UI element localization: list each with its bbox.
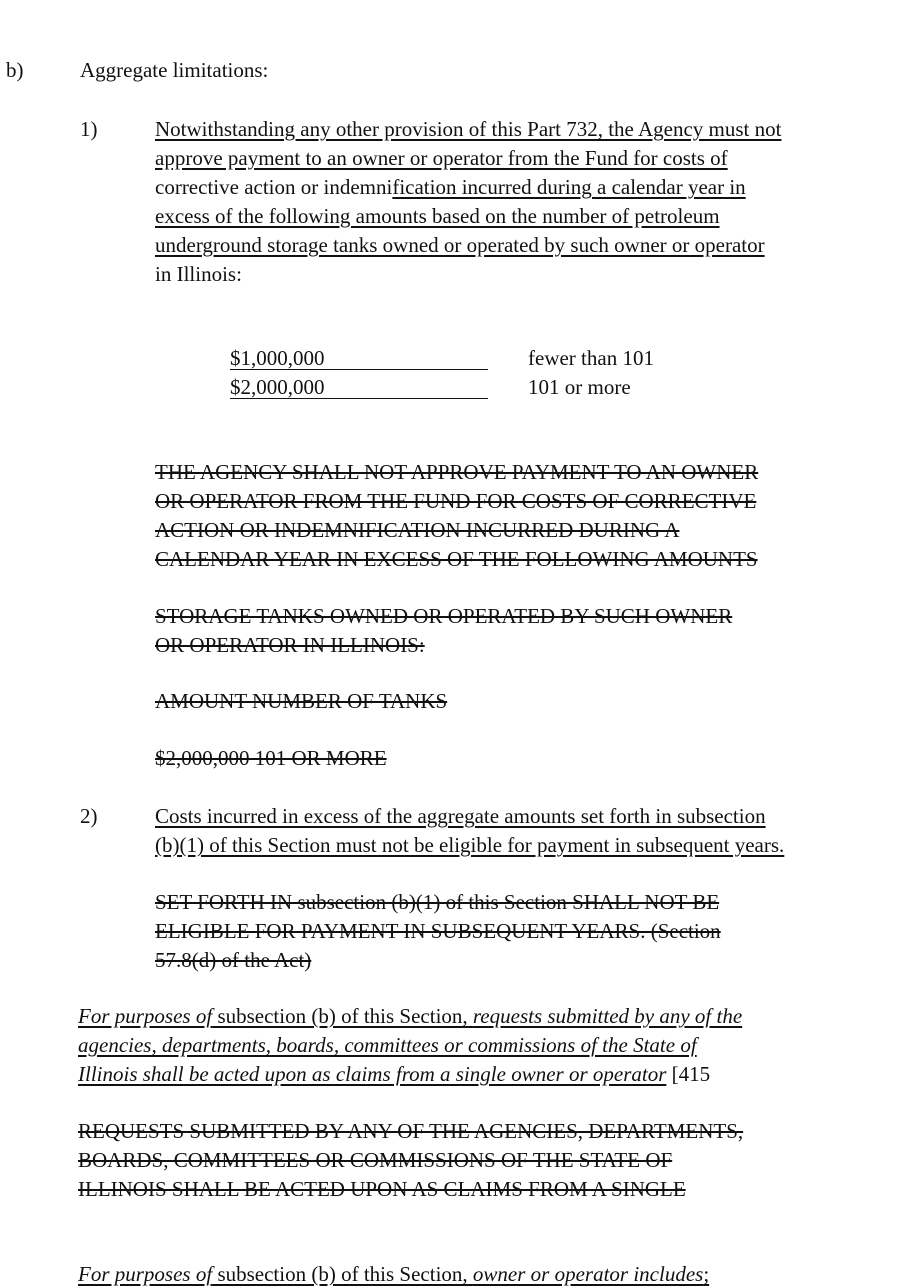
agencies-para-citation: [415 — [666, 1062, 711, 1086]
deleted-text-line: 57.8(d) of the Act) — [155, 948, 312, 972]
agencies-para-line-1 — [78, 1004, 742, 1028]
owner-para-line — [78, 1262, 709, 1286]
section-b-heading: Aggregate limitations: — [80, 58, 269, 82]
deleted-text-line: ILLINOIS SHALL BE ACTED UPON AS CLAIMS FROM A SINGLE — [78, 1177, 686, 1201]
item1-line-4: excess of the following amounts based on the number of petroleum — [155, 204, 720, 228]
item1-line-2: approve payment to an owner or operator from the Fund for costs of — [155, 146, 728, 170]
item1-line-5: underground storage tanks owned or operated by such owner or operator — [155, 233, 765, 257]
owner-para-italic: owner or operator includes — [472, 1262, 704, 1286]
deleted-table-row: $2,000,000 101 OR MORE — [155, 746, 387, 770]
section-b-marker: b) — [6, 58, 24, 82]
owner-para-roman: subsection (b) of this Section, — [212, 1262, 473, 1286]
item2-line-1: Costs incurred in excess of the aggregate amounts set forth in subsection — [155, 804, 766, 828]
agencies-para-italic: Illinois shall be acted upon as claims from a single owner or operator — [78, 1062, 667, 1086]
amount-underline-1 — [230, 369, 488, 370]
agencies-para-line-2: agencies, departments, boards, committees or commissions of the State of — [78, 1033, 697, 1057]
deleted-text-line: OR OPERATOR IN ILLINOIS: — [155, 633, 425, 657]
deleted-text-line: ELIGIBLE FOR PAYMENT IN SUBSEQUENT YEARS. (Section — [155, 919, 721, 943]
agencies-para-italic: requests submitted by any of the — [472, 1004, 743, 1028]
tanks-cell-1: fewer than 101 — [528, 346, 654, 370]
owner-para-punct: ; — [703, 1262, 710, 1286]
amount-cell-2: $2,000,000 — [230, 375, 325, 399]
deleted-text-line: REQUESTS SUBMITTED BY ANY OF THE AGENCIES, DEPARTMENTS, — [78, 1119, 744, 1143]
agencies-para-roman: subsection (b) of this Section, — [212, 1004, 473, 1028]
item1-marker: 1) — [80, 117, 98, 141]
item2-line-2: (b)(1) of this Section must not be eligible for payment in subsequent years. — [155, 833, 785, 857]
item2-marker: 2) — [80, 804, 98, 828]
item1-line-6: in Illinois: — [155, 262, 242, 286]
deleted-text-line: CALENDAR YEAR IN EXCESS OF THE FOLLOWING AMOUNTS — [155, 547, 758, 571]
amount-underline-2 — [230, 398, 488, 399]
item1-line-1: Notwithstanding any other provision of this Part 732, the Agency must not — [155, 117, 782, 141]
deleted-table-header: AMOUNT NUMBER OF TANKS — [155, 689, 448, 713]
deleted-text-line: STORAGE TANKS OWNED OR OPERATED BY SUCH OWNER — [155, 604, 733, 628]
deleted-text-line: THE AGENCY SHALL NOT APPROVE PAYMENT TO AN OWNER — [155, 460, 759, 484]
deleted-text-line: ACTION OR INDEMNIFICATION INCURRED DURING A — [155, 518, 680, 542]
deleted-text-line: OR OPERATOR FROM THE FUND FOR COSTS OF CORRECTIVE — [155, 489, 757, 513]
item1-line-3 — [155, 175, 746, 199]
amount-cell-1: $1,000,000 — [230, 346, 325, 370]
item1-line-3-inserted: fication incurred during a calendar year in — [392, 175, 746, 199]
owner-para-italic: For purposes of — [78, 1262, 213, 1286]
agencies-para-line-3 — [78, 1062, 710, 1086]
agencies-para-italic: For purposes of — [78, 1004, 213, 1028]
item1-line-3-plain: corrective action or indemni — [155, 175, 393, 199]
deleted-text-line: BOARDS, COMMITTEES OR COMMISSIONS OF THE STATE OF — [78, 1148, 673, 1172]
deleted-text-line: SET FORTH IN subsection (b)(1) of this Section SHALL NOT BE — [155, 890, 720, 914]
tanks-cell-2: 101 or more — [528, 375, 631, 399]
